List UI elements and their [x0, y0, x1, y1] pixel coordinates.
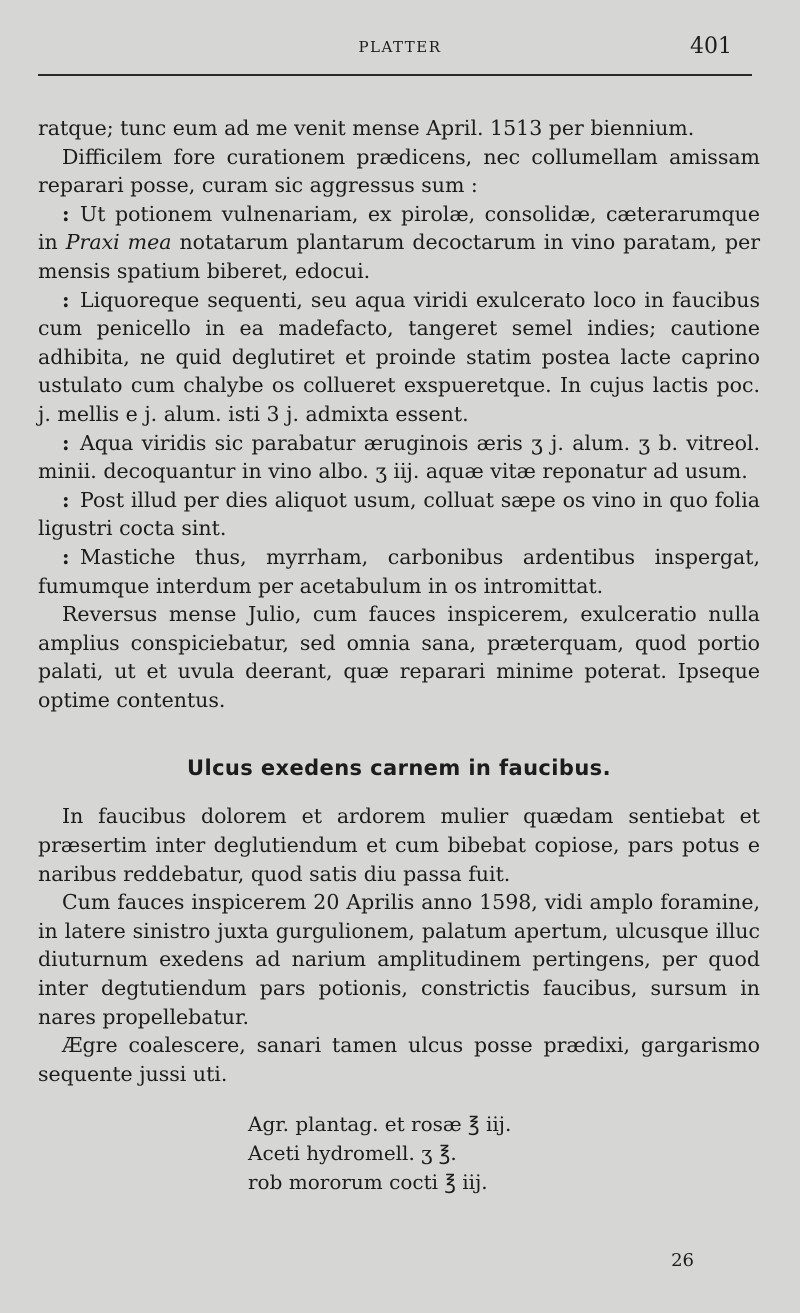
running-head — [0, 34, 800, 60]
item-bullet: : — [62, 201, 70, 226]
item-text: Liquoreque sequenti, seu aqua viridi exulcerato loco in faucibus cum penicello in ea madefacto, tangeret semel indies; cautione adhibita, ne quid deglutiret et proinde statim postea lacte caprino ustulato cum chalybe os collueret exspueretque. In cujus lactis poc. j. mellis e j. alum. isti 3 j. admixta essent. — [38, 287, 760, 426]
recipe-line: Agr. plantag. et rosæ ℥ iij. — [248, 1112, 512, 1137]
prescription-item — [38, 286, 760, 429]
running-title: PLATTER — [358, 38, 442, 56]
prescription-item — [38, 429, 760, 486]
item-bullet: : — [62, 287, 70, 312]
prescription-item — [38, 200, 760, 286]
item-text: Mastiche thus, myrrham, carbonibus ardentibus inspergat, fumumque interdum per acetabulum in os intromittat. — [38, 544, 760, 598]
page-number: 401 — [690, 34, 732, 59]
paragraph: In faucibus dolorem et ardorem mulier quædam sentiebat et præsertim inter deglutiendum et cum bibebat copiose, pars potus e naribus reddebatur, quod satis diu passa fuit. — [38, 804, 760, 886]
header-rule — [38, 74, 752, 76]
paragraph: Ægre coalescere, sanari tamen ulcus posse prædixi, gargarismo sequente jussi uti. — [38, 1033, 760, 1086]
recipe-line: Aceti hydromell. ʒ ℥. — [248, 1141, 457, 1166]
paragraph: ratque; tunc eum ad me venit mense April. 1513 per biennium. — [38, 116, 695, 140]
item-text: Ut potionem vulnenariam, ex pirolæ, consolidæ, cæterarumque in — [38, 201, 760, 255]
paragraph: Difficilem fore curationem prædicens, nec collumellam amissam reparari posse, curam sic aggressus sum : — [38, 144, 760, 198]
item-bullet: : — [62, 544, 70, 569]
item-text-continued: notatarum plantarum decoctarum in vino paratam, per mensis spatium biberet, edocui. — [38, 230, 761, 283]
prescription-item — [38, 543, 760, 600]
recipe-line: rob mororum cocti ℥ iij. — [248, 1170, 488, 1195]
item-bullet: : — [62, 430, 70, 455]
item-bullet: : — [62, 487, 70, 512]
item-text: Post illud per dies aliquot usum, colluat sæpe os vino in quo folia ligustri cocta sint. — [38, 487, 760, 541]
paragraph: Reversus mense Julio, cum fauces inspicerem, exulceratio nulla amplius conspiciebatur, sed omnia sana, præterquam, quod portio palati, ut et uvula deerant, quæ reparari minime poterat. Ipseque optime contentus. — [38, 602, 760, 712]
paragraph: Cum fauces inspicerem 20 Aprilis anno 1598, vidi amplo foramine, in latere sinistro juxta gurgulionem, palatum apertum, ulcusque illuc diuturnum exedens ad narium amplitudinem pertingens, per quod inter degtutiendum pars potionis, constrictis faucibus, sursum in nares propellebatur. — [38, 890, 760, 1029]
signature-mark: 26 — [671, 1250, 694, 1271]
item-text: Aqua viridis sic parabatur æruginois æris ʒ j. alum. ʒ b. vitreol. minii. decoquantur in vino albo. ʒ iij. aquæ vitæ reponatur ad usum. — [38, 430, 760, 484]
item-emphasis: Praxi mea — [65, 230, 172, 255]
recipe — [248, 1110, 760, 1197]
section-heading: Ulcus exedens carnem in faucibus. — [187, 756, 611, 781]
page-body — [38, 114, 760, 1197]
prescription-item — [38, 486, 760, 543]
